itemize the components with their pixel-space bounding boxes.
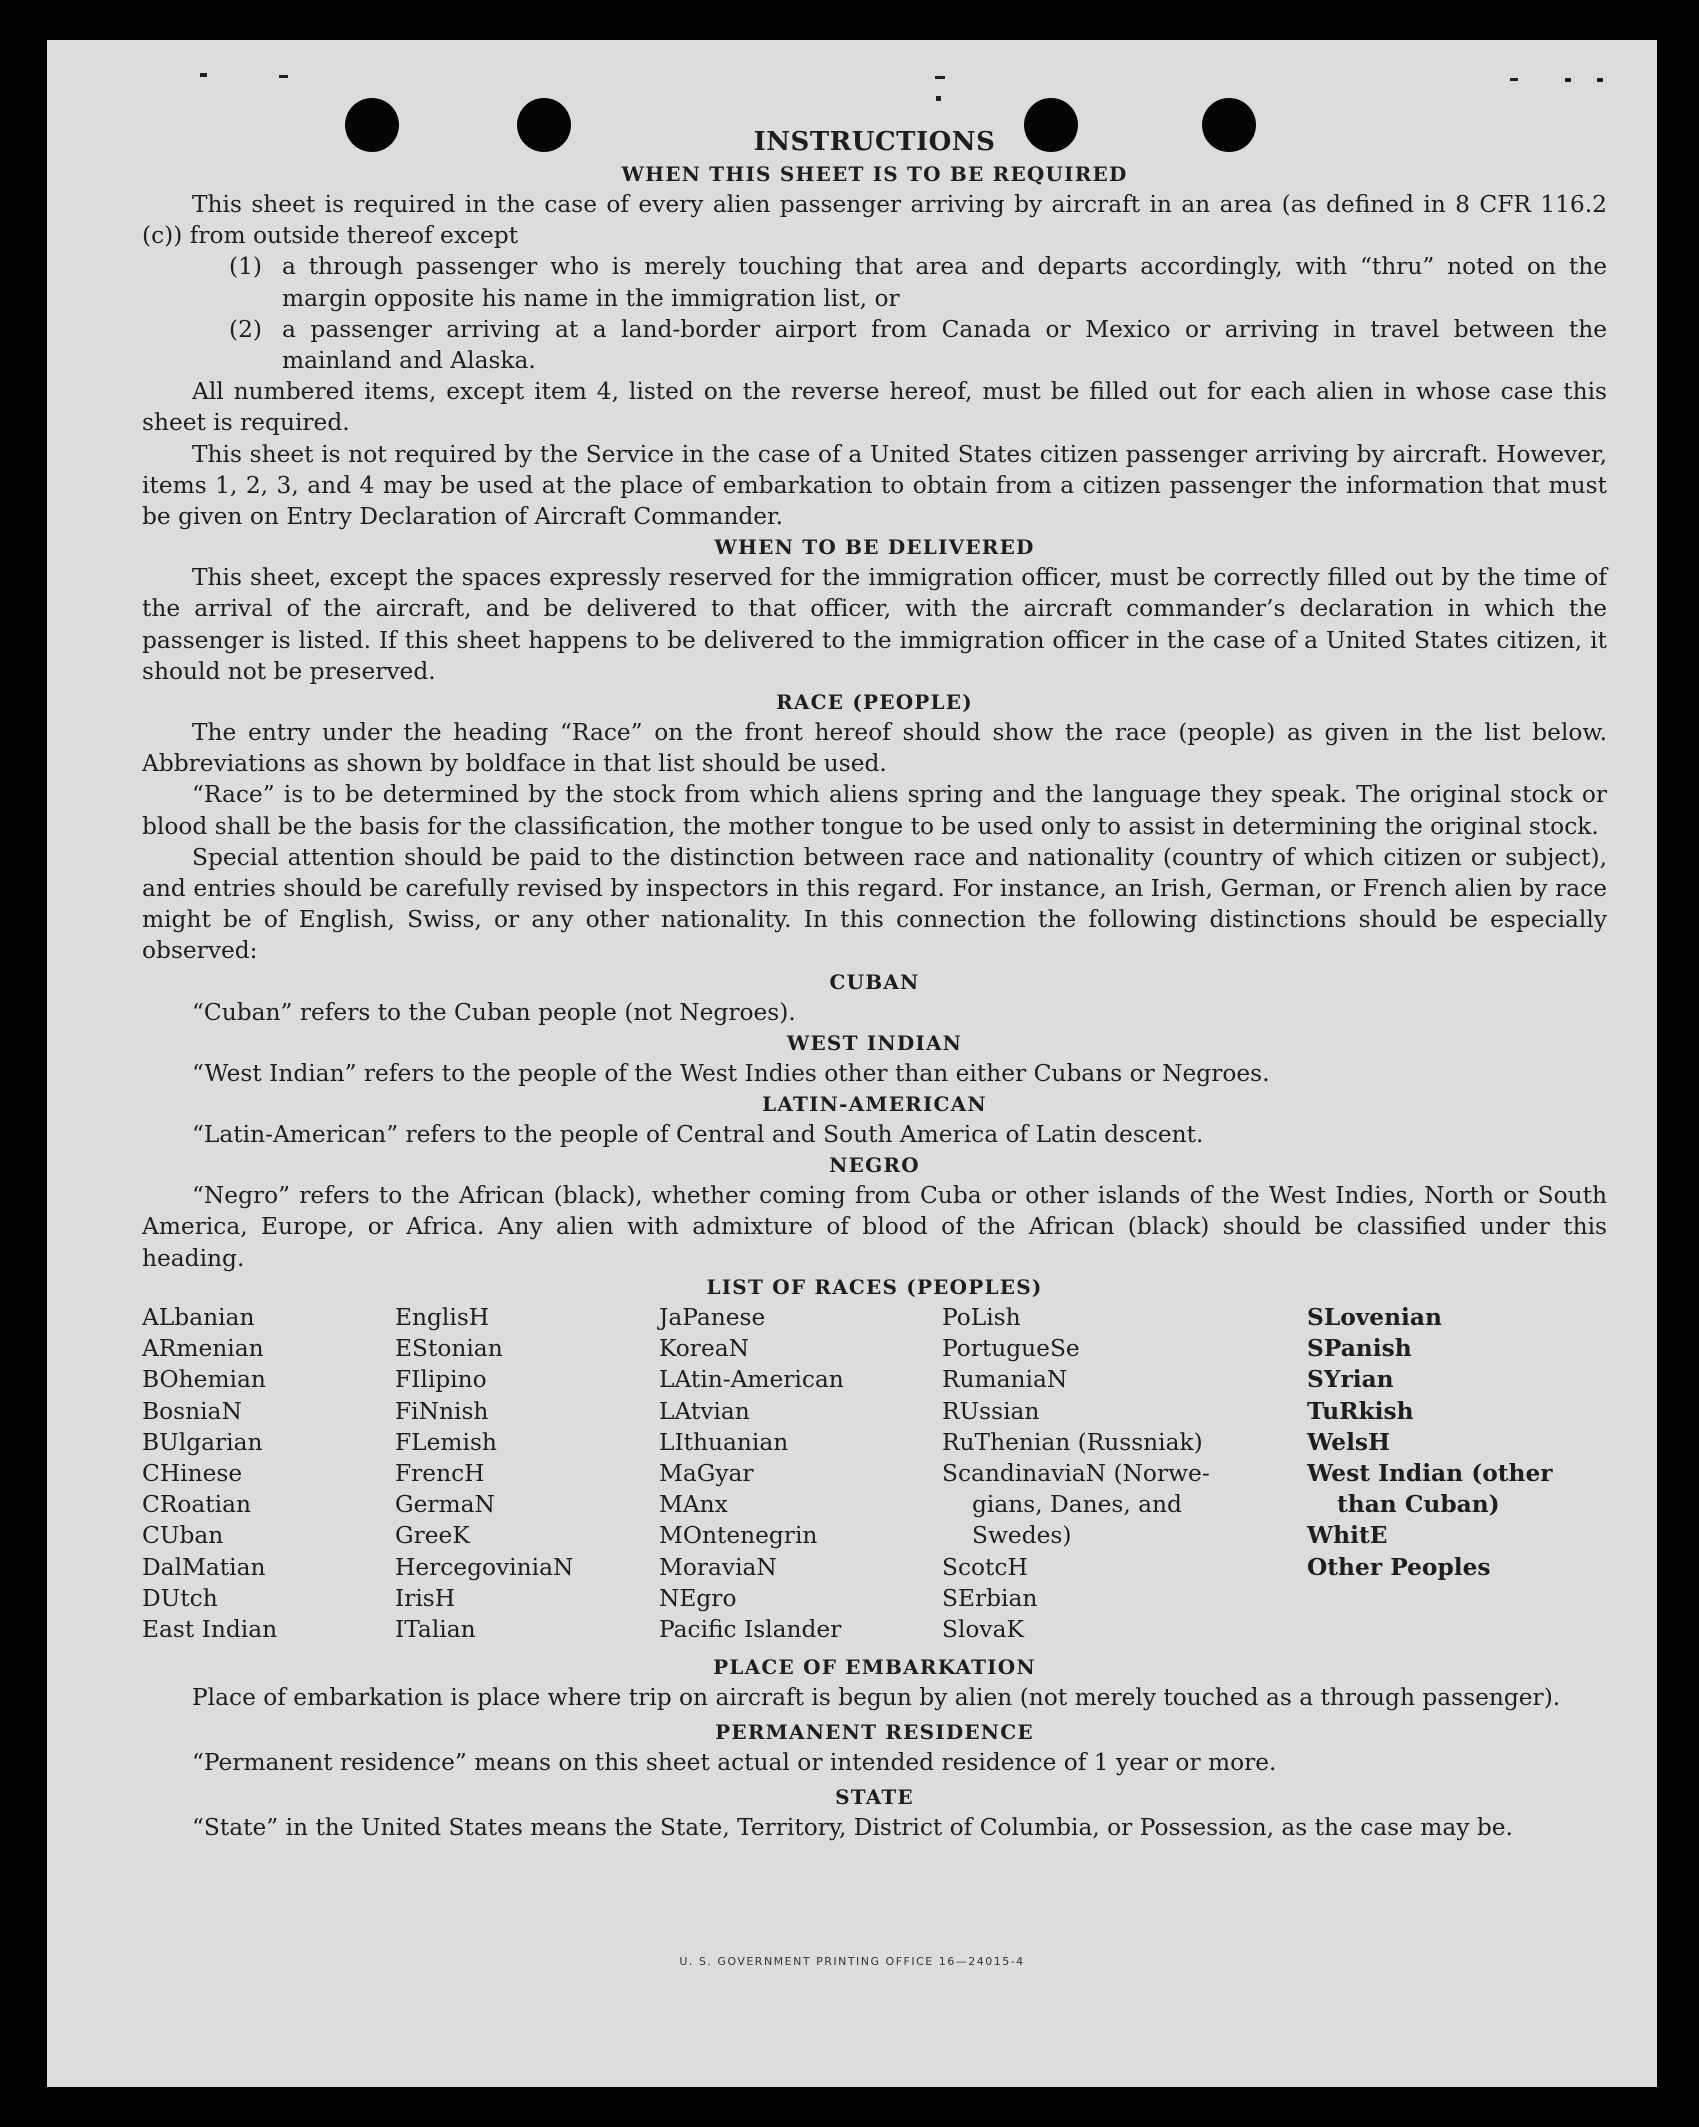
section-heading-embarkation: PLACE OF EMBARKATION [713, 1654, 1036, 1679]
race-paragraph-2: “Race” is to be determined by the stock from which aliens spring and the language they speak. The original stock or blood shall be the basis for the classification, the mother tongue to be used only to assist in determining the original stock. [142, 781, 1607, 840]
race-entry: GreeK [395, 1522, 470, 1550]
section-heading-list-of-races: LIST OF RACES (PEOPLES) [706, 1274, 1043, 1299]
race-entry-continued: gians, Danes, and [972, 1491, 1182, 1519]
section-heading-delivered: WHEN TO BE DELIVERED [714, 535, 1035, 560]
race-entry: GermaN [395, 1491, 495, 1519]
race-entry: MOntenegrin [659, 1522, 818, 1550]
race-entry: DalMatian [142, 1553, 266, 1581]
latin-american-definition: “Latin-American” refers to the people of Central and South America of Latin descent. [192, 1121, 1204, 1149]
speck [1565, 78, 1571, 82]
race-entry: FiNnish [395, 1397, 489, 1425]
race-entry: RuThenian (Russniak) [942, 1428, 1203, 1456]
race-entry: Other Peoples [1307, 1553, 1491, 1581]
race-entry: EStonian [395, 1335, 503, 1363]
race-entry: WelsH [1307, 1428, 1391, 1456]
embarkation-definition: Place of embarkation is place where trip on aircraft is begun by alien (not merely touched as a through passenger). [192, 1683, 1561, 1711]
race-entry: LAtvian [659, 1397, 750, 1425]
race-entry: SPanish [1307, 1335, 1412, 1363]
race-entry: PortugueSe [942, 1335, 1080, 1363]
race-entry: TuRkish [1307, 1397, 1414, 1425]
race-entry: ARmenian [142, 1335, 264, 1363]
negro-definition: “Negro” refers to the African (black), whether coming from Cuba or other islands of the West Indies, North or South America, Europe, or Africa. Any alien with admixture of blood of the African (black) should be classified under this heading. [142, 1182, 1607, 1272]
races-column-2 [395, 1302, 573, 1645]
item-text: a through passenger who is merely touching that area and departs accordingly, with “thru” noted on the margin opposite his name in the immigration list, or [282, 253, 1607, 312]
race-entry: ALbanian [142, 1303, 255, 1331]
delivered-paragraph: This sheet, except the spaces expressly reserved for the immigration officer, must be correctly filled out by the time of the arrival of the aircraft, and be delivered to that officer, with the aircraft commander’s declaration in which the passenger is listed. If this sheet happens to be delivered to the immigration officer in the case of a United States citizen, it should not be preserved. [142, 564, 1607, 685]
race-entry: East Indian [142, 1615, 278, 1643]
page-title: INSTRUCTIONS [753, 127, 996, 157]
races-column-1 [142, 1302, 277, 1645]
race-entry: BOhemian [142, 1366, 266, 1394]
race-entry: MAnx [659, 1491, 728, 1519]
section-heading-negro: NEGRO [829, 1153, 920, 1178]
race-entry-continued: than Cuban) [1337, 1491, 1500, 1519]
race-entry: RUssian [942, 1397, 1040, 1425]
cuban-definition: “Cuban” refers to the Cuban people (not Negroes). [192, 998, 796, 1026]
race-entry: ITalian [395, 1615, 476, 1643]
race-entry: WhitE [1307, 1522, 1388, 1550]
document-sheet [47, 40, 1657, 2087]
race-entry: NEgro [659, 1584, 737, 1612]
race-entry: MaGyar [659, 1459, 754, 1487]
race-paragraph-1: The entry under the heading “Race” on the front hereof should show the race (people) as given in the list below. Abbreviations as shown by boldface in that list should be used. [142, 719, 1607, 778]
section-heading-residence: PERMANENT RESIDENCE [715, 1720, 1034, 1745]
race-entry: SErbian [942, 1584, 1038, 1612]
exception-item-1 [142, 251, 1607, 313]
required-intro: This sheet is required in the case of every alien passenger arriving by aircraft in an area (as defined in 8 CFR 116.2 (c)) from outside thereof except [142, 191, 1607, 250]
races-column-5 [1307, 1302, 1553, 1583]
race-entry: FLemish [395, 1428, 497, 1456]
race-entry: BUlgarian [142, 1428, 263, 1456]
race-entry: DUtch [142, 1584, 218, 1612]
speck [200, 73, 207, 77]
race-entry: SYrian [1307, 1366, 1394, 1394]
speck [935, 76, 945, 79]
race-entry: LAtin-American [659, 1366, 844, 1394]
race-entry: HercegoviniaN [395, 1553, 574, 1581]
races-column-4 [942, 1302, 1210, 1645]
race-entry: PoLish [942, 1303, 1021, 1331]
item-number: (2) [229, 315, 263, 343]
section-heading-cuban: CUBAN [829, 969, 920, 994]
speck [1597, 78, 1603, 82]
west-indian-definition: “West Indian” refers to the people of the West Indies other than either Cubans or Negroes. [192, 1059, 1270, 1087]
speck [279, 75, 288, 78]
race-entry: SlovaK [942, 1615, 1024, 1643]
residence-definition: “Permanent residence” means on this sheet actual or intended residence of 1 year or more. [192, 1749, 1277, 1777]
item-text: a passenger arriving at a land-border airport from Canada or Mexico or arriving in travel between the mainland and Alaska. [282, 315, 1607, 375]
races-column-3 [659, 1302, 844, 1645]
race-entry: JaPanese [659, 1303, 766, 1331]
race-entry-continued: Swedes) [972, 1522, 1072, 1550]
item-number: (1) [229, 253, 263, 281]
section-heading-required: WHEN THIS SHEET IS TO BE REQUIRED [621, 162, 1128, 186]
race-entry: IrisH [395, 1584, 456, 1612]
race-entry: MoraviaN [659, 1553, 777, 1581]
section-heading-state: STATE [835, 1785, 914, 1810]
section-heading-latin-american: LATIN-AMERICAN [762, 1092, 987, 1117]
race-entry: Pacific Islander [659, 1615, 842, 1643]
race-entry: CRoatian [142, 1491, 251, 1519]
speck [1510, 78, 1518, 81]
races-list [142, 1302, 1607, 1652]
required-paragraph-2: All numbered items, except item 4, listed on the reverse hereof, must be filled out for each alien in whose case this sheet is required. [142, 378, 1607, 437]
race-entry: BosniaN [142, 1397, 242, 1425]
printing-office-imprint: U. S. GOVERNMENT PRINTING OFFICE 16—24015-4 [679, 1955, 1025, 1968]
race-entry: KoreaN [659, 1335, 750, 1363]
race-paragraph-3: Special attention should be paid to the distinction between race and nationality (country of which citizen or subject), and entries should be carefully revised by inspectors in this regard. For instance, an Irish, German, or French alien by race might be of English, Swiss, or any other nationality. In this connection the following distinctions should be especially observed: [142, 843, 1607, 965]
race-entry: FrencH [395, 1459, 485, 1487]
section-heading-race: RACE (PEOPLE) [776, 690, 973, 715]
race-entry: EnglisH [395, 1303, 490, 1331]
race-entry: RumaniaN [942, 1366, 1068, 1394]
race-entry: CUban [142, 1522, 224, 1550]
race-entry: LIthuanian [659, 1428, 789, 1456]
section-heading-west-indian: WEST INDIAN [786, 1030, 963, 1055]
exception-item-2 [142, 314, 1607, 376]
race-entry: ScotcH [942, 1553, 1028, 1581]
race-entry: ScandinaviaN (Norwe- [942, 1459, 1210, 1487]
speck [936, 96, 941, 101]
instructions-content [142, 125, 1607, 1844]
race-entry: West Indian (other [1307, 1459, 1553, 1487]
state-definition: “State” in the United States means the State, Territory, District of Columbia, or Possession, as the case may be. [192, 1814, 1513, 1842]
race-entry: SLovenian [1307, 1303, 1442, 1331]
race-entry: CHinese [142, 1459, 243, 1487]
required-paragraph-3: This sheet is not required by the Service in the case of a United States citizen passenger arriving by aircraft. However, items 1, 2, 3, and 4 may be used at the place of embarkation to obtain from a citizen passenger the information that must be given on Entry Declaration of Aircraft Commander. [142, 440, 1607, 531]
race-entry: FIlipino [395, 1366, 487, 1394]
